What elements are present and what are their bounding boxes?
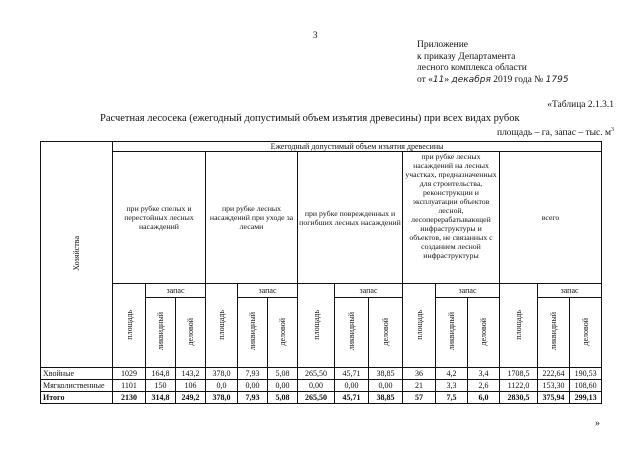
header-main: Ежегодный допустимый объем изъятия древесины [113, 142, 602, 152]
table-number: «Таблица 2.1.3.1 [547, 100, 614, 110]
table-cell: 5,08 [268, 392, 298, 404]
annex-block [417, 40, 569, 86]
table-cell: 0,00 [369, 380, 403, 392]
table-cell: 222,64 [538, 368, 570, 380]
table-cell: 106 [176, 380, 206, 392]
group-infrastructure: при рубке лесных насаждений на лесных участках, предназначенных для строительства, реконструкции и эксплуатации объектов лесной, лесоперерабатывающей инфраструктуры и объектов, не связанных с созданием лесной инфраструктуры [403, 152, 500, 284]
header-farm-label: Хозяйства [72, 236, 81, 271]
sub-stock-5: запас [538, 284, 602, 298]
table-cell: 57 [403, 392, 436, 404]
row-softwood [41, 380, 602, 392]
table-cell: 0,0 [206, 380, 238, 392]
table-cell: 38,85 [369, 368, 403, 380]
group-damaged: при рубке поврежденных и погибших лесных насаждений [298, 152, 403, 284]
units-superscript: 3 [611, 127, 614, 133]
table-cell: 5,08 [268, 368, 298, 380]
sub-area-4: площадь [403, 284, 436, 368]
units-text: площадь – га, запас – тыс. м [496, 128, 611, 139]
table-body [41, 368, 602, 404]
table-cell: 2830,5 [500, 392, 538, 404]
sub-stock-1: запас [146, 284, 206, 298]
annex-line-order: к приказу Департамента [417, 51, 516, 62]
table-cell: 0,00 [238, 380, 268, 392]
table-cell: 4,2 [436, 368, 468, 380]
table-cell: 7,93 [238, 392, 268, 404]
annex-title: Приложение [417, 40, 468, 50]
table-cell: 3,4 [468, 368, 500, 380]
row-label: Мягколиственные [41, 380, 113, 392]
sub-stock-4: запас [436, 284, 500, 298]
group-mature: при рубке спелых и перестойных лесных насаждений [113, 152, 206, 284]
sub-liquid-4: ликвидный [436, 298, 468, 368]
harvest-table [40, 141, 602, 404]
table-cell: 108,60 [570, 380, 602, 392]
table-cell: 375,94 [538, 392, 570, 404]
group-total: всего [500, 152, 602, 284]
table-cell: 1101 [113, 380, 146, 392]
group-care: при рубке лесных насаждений при уходе за лесами [206, 152, 298, 284]
table-cell: 21 [403, 380, 436, 392]
year-text: 2019 года № [493, 74, 544, 85]
table-cell: 378,0 [206, 392, 238, 404]
table-cell: 299,13 [570, 392, 602, 404]
table-cell: 1122,0 [500, 380, 538, 392]
date-prefix: от « [417, 74, 433, 85]
table-cell: 6,0 [468, 392, 500, 404]
table-cell: 190,53 [570, 368, 602, 380]
annex-line-department: лесного комплекса области [417, 63, 527, 73]
row-label: Итого [41, 392, 113, 404]
table-cell: 45,71 [335, 368, 369, 380]
sub-liquid-2: ликвидный [238, 298, 268, 368]
row-coniferous [41, 368, 602, 380]
sub-liquid-1: ликвидный [146, 298, 176, 368]
sub-business-3: деловой [369, 298, 403, 368]
sub-area-3: площадь [298, 284, 335, 368]
table-cell: 249,2 [176, 392, 206, 404]
closing-quote: » [595, 418, 600, 429]
sub-stock-3: запас [335, 284, 403, 298]
table-cell: 2130 [113, 392, 146, 404]
table-cell: 153,30 [538, 380, 570, 392]
table-cell: 143,2 [176, 368, 206, 380]
sub-area-5: площадь [500, 284, 538, 368]
sub-business-5: деловой [570, 298, 602, 368]
sub-area-2: площадь [206, 284, 238, 368]
sub-area-1: площадь [113, 284, 146, 368]
row-label: Хвойные [41, 368, 113, 380]
table-cell: 378,0 [206, 368, 238, 380]
sub-liquid-5: ликвидный [538, 298, 570, 368]
table-cell: 0,00 [335, 380, 369, 392]
table-cell: 0,00 [268, 380, 298, 392]
row-total [41, 392, 602, 404]
table-cell: 7,5 [436, 392, 468, 404]
table-cell: 314,8 [146, 392, 176, 404]
sub-business-4: деловой [468, 298, 500, 368]
table-cell: 0,00 [298, 380, 335, 392]
table-cell: 7,93 [238, 368, 268, 380]
handwritten-month: декабря [451, 74, 491, 85]
document-title: Расчетная лесосека (ежегодный допустимый объем изъятия древесины) при всех видах рубок [100, 113, 520, 124]
table-cell: 3,3 [436, 380, 468, 392]
units-note [497, 127, 614, 138]
table-cell: 36 [403, 368, 436, 380]
table-cell: 150 [146, 380, 176, 392]
table-cell: 45,71 [335, 392, 369, 404]
table-cell: 2,6 [468, 380, 500, 392]
table-cell: 1708,5 [500, 368, 538, 380]
handwritten-number: 1795 [545, 74, 569, 85]
sub-business-1: деловой [176, 298, 206, 368]
sub-stock-2: запас [238, 284, 298, 298]
table-cell: 1029 [113, 368, 146, 380]
table-cell: 265,50 [298, 368, 335, 380]
page-number: 3 [313, 30, 318, 40]
sub-business-2: деловой [268, 298, 298, 368]
header-farm [41, 142, 113, 368]
handwritten-day: 11 [432, 74, 445, 85]
table-cell: 38,85 [369, 392, 403, 404]
annex-date-line: от «11» декабря 2019 года № 1795 [417, 74, 569, 85]
table-cell: 164,8 [146, 368, 176, 380]
table-cell: 265,50 [298, 392, 335, 404]
sub-liquid-3: ликвидный [335, 298, 369, 368]
